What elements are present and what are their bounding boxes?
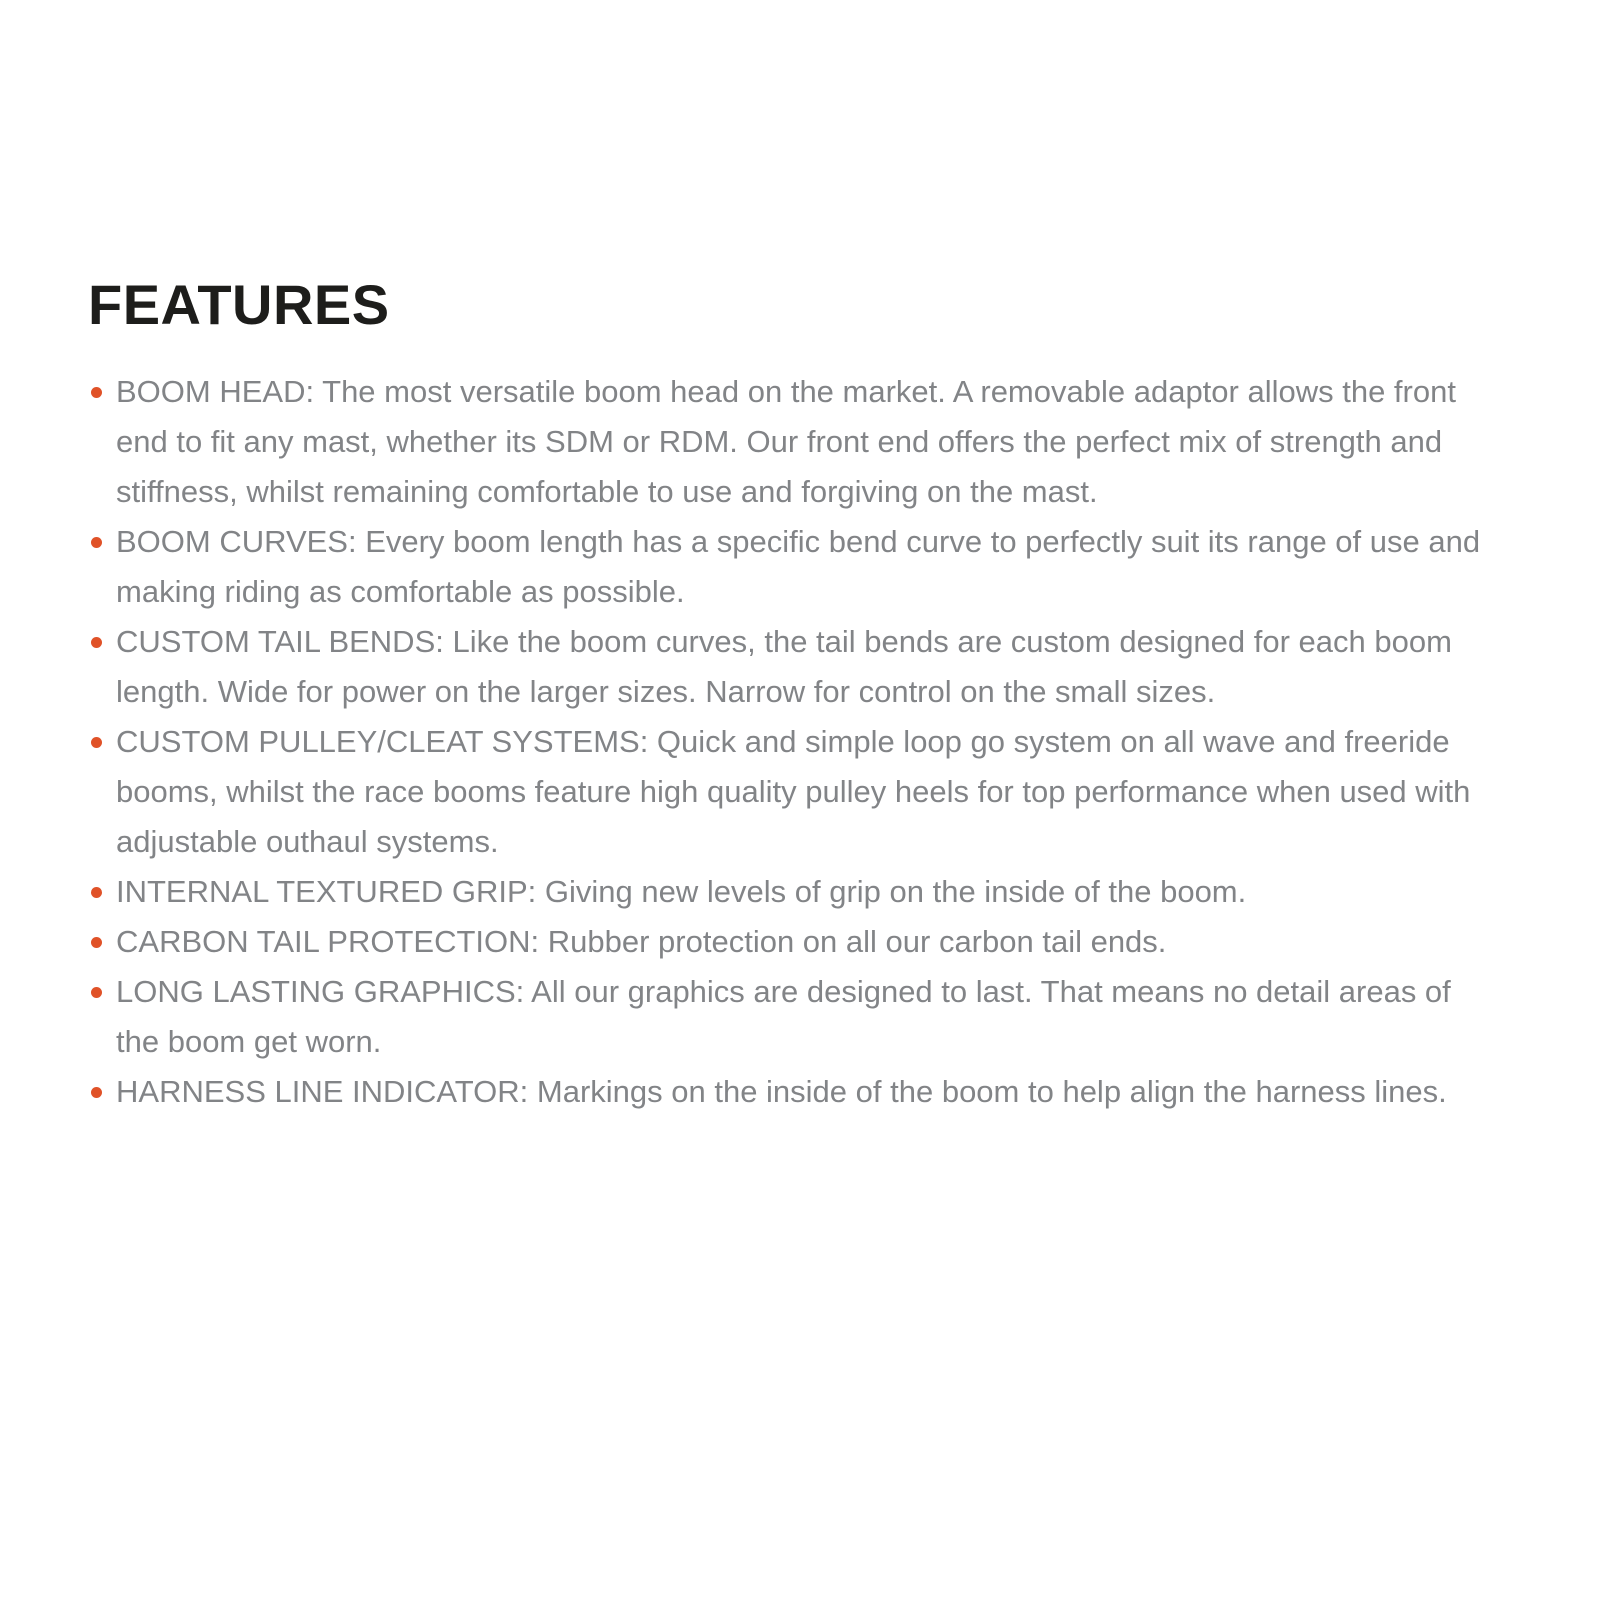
feature-item bbox=[88, 1067, 1498, 1117]
section-heading: FEATURES bbox=[88, 273, 390, 336]
feature-item bbox=[88, 967, 1498, 1067]
feature-text: BOOM HEAD: The most versatile boom head on the market. A removable adaptor allows the front end to fit any mast, whether its SDM or RDM. Our front end offers the perfect mix of strength and stiffness, whilst remaining comfortable to use and forgiving on the mast. bbox=[116, 373, 1456, 509]
feature-item bbox=[88, 367, 1498, 517]
features-list bbox=[88, 367, 1498, 1117]
feature-text: INTERNAL TEXTURED GRIP: Giving new levels of grip on the inside of the boom. bbox=[116, 873, 1247, 909]
feature-text: HARNESS LINE INDICATOR: Markings on the inside of the boom to help align the harness lines. bbox=[116, 1073, 1447, 1109]
feature-item bbox=[88, 617, 1498, 717]
feature-item bbox=[88, 517, 1498, 617]
feature-item bbox=[88, 867, 1498, 917]
feature-item bbox=[88, 717, 1498, 867]
feature-text: CUSTOM PULLEY/CLEAT SYSTEMS: Quick and simple loop go system on all wave and freeride booms, whilst the race booms feature high quality pulley heels for top performance when used with adjustable outhaul systems. bbox=[116, 723, 1471, 859]
feature-text: LONG LASTING GRAPHICS: All our graphics are designed to last. That means no detail areas of the boom get worn. bbox=[116, 973, 1451, 1059]
feature-text: CARBON TAIL PROTECTION: Rubber protection on all our carbon tail ends. bbox=[116, 923, 1167, 959]
feature-text: CUSTOM TAIL BENDS: Like the boom curves, the tail bends are custom designed for each boom length. Wide for power on the larger sizes. Narrow for control on the small sizes. bbox=[116, 623, 1452, 709]
feature-item bbox=[88, 917, 1498, 967]
feature-text: BOOM CURVES: Every boom length has a specific bend curve to perfectly suit its range of use and making riding as comfortable as possible. bbox=[116, 523, 1481, 609]
